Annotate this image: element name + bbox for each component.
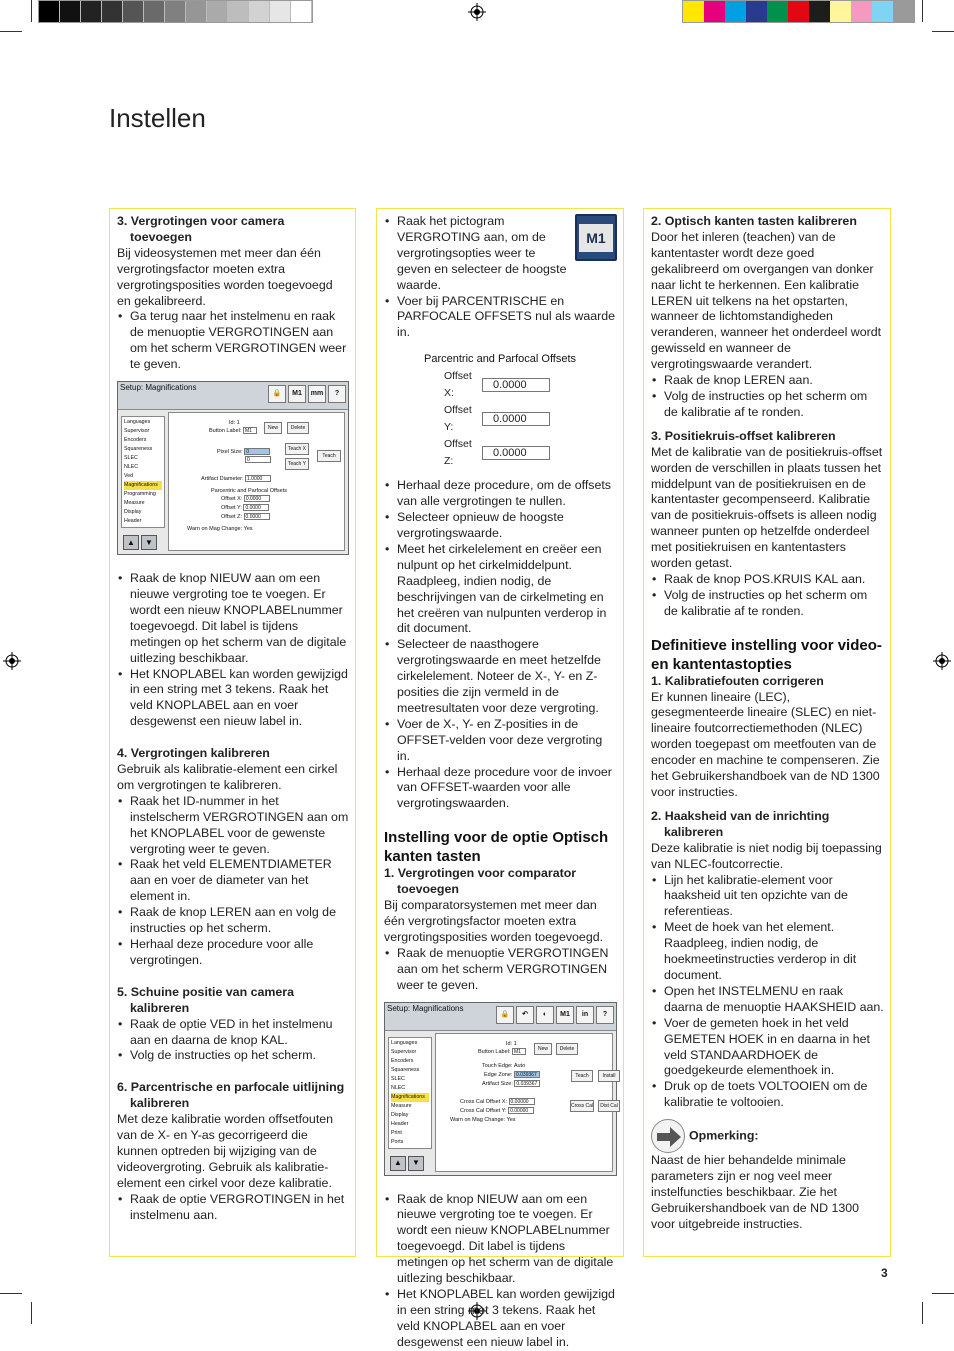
arrow-down-icon[interactable]: ▼ <box>408 1156 424 1171</box>
list-item: • Volg de instructies op het scherm om de kalibratie af te ronden. <box>651 389 884 421</box>
paragraph: Bij comparatorsystemen met meer dan één vergrotingsfactor moeten extra vergrotingsposities worden toegevoegd. <box>384 898 604 944</box>
setup-menu <box>388 1037 432 1149</box>
section-heading: 2. Haaksheid van de inrichting kalibreren <box>651 808 830 839</box>
warn-label: Warn on Mag Change: <box>450 1116 506 1123</box>
menu-item[interactable]: SLEC <box>124 455 138 462</box>
screen-title: Setup: Magnifications <box>387 1003 464 1013</box>
cross-cal-y-field[interactable]: 0.00000 <box>508 1107 534 1114</box>
undo-icon[interactable]: ↶ <box>516 1006 534 1024</box>
menu-item[interactable]: Ved <box>124 473 134 480</box>
color-bar <box>682 0 915 23</box>
bullet-list <box>117 794 349 969</box>
list-item: • Het KNOPLABEL kan worden gewijzigd in een string met 3 tekens. Raak het veld KNOPLABEL aan en voer desgewenst een nieuw label in. <box>117 667 349 731</box>
list-item: • Selecteer opnieuw de hoogste vergrotingswaarde. <box>384 510 617 542</box>
pixel-size-label: Pixel Size: <box>217 449 243 456</box>
list-item: • Raak de optie VED in het instelmenu aan en daarna de knop KAL. <box>117 1017 349 1049</box>
arrow-up-icon[interactable]: ▲ <box>123 535 139 550</box>
list-item: • Raak de optie VERGROTINGEN in het instelmenu aan. <box>117 1192 349 1224</box>
list-item: • Raak de knop LEREN aan en volg de instructies op het scherm. <box>117 905 349 937</box>
list-item: • Voer de X-, Y- en Z-posities in de OFFSET-velden voor deze vergroting in. <box>384 717 617 765</box>
list-item: • Raak het veld ELEMENTDIAMETER aan en voer de diameter van het element in. <box>117 857 349 905</box>
crop-mark <box>922 0 923 22</box>
column-2 <box>376 208 624 1349</box>
list-item: • Ga terug naar het instelmenu en raak de menuoptie VERGROTINGEN aan om het scherm VERGROTINGEN weer te geven. <box>117 309 349 373</box>
button-label-label: Button Label: <box>209 428 242 435</box>
id-label: Id: <box>229 420 236 427</box>
note-heading <box>651 1119 884 1153</box>
list-item: • Meet de hoek van het element. Raadpleeg, indien nodig, de hoekmeetinstructies verderop in dit document. <box>651 920 884 984</box>
dist-cal-button[interactable]: Dist Cal <box>598 1100 620 1112</box>
section-heading: 3. Positiekruis-offset kalibreren <box>651 428 836 443</box>
menu-item[interactable]: Measure <box>124 500 145 507</box>
cross-cal-x-field[interactable]: 0.00000 <box>509 1098 535 1105</box>
registration-mark-right-icon <box>933 652 951 670</box>
registration-mark-top-icon <box>468 3 486 21</box>
bullet-list <box>117 1192 349 1224</box>
help-button[interactable]: ? <box>328 385 346 403</box>
list-item: • Raak de knop NIEUW aan om een nieuwe vergroting toe te voegen. Er wordt een nieuw KNOPLABELnummer toegevoegd. Dit label is tijdens metingen op het scherm van de digitale uitlezing beschikbaar. <box>117 571 349 666</box>
edge-zone-field[interactable]: 0.039367 <box>514 1071 540 1078</box>
arrow-right-icon <box>651 1119 685 1153</box>
list-item: • Selecteer de naasthogere vergrotingswaarde en meet hetzelfde cirkelelement. Noteer de X-, Y- en Z-posities die zijn vermeld in de meetresultaten voor deze vergroting. <box>384 637 617 717</box>
units-button[interactable]: in <box>576 1006 594 1024</box>
list-item: • Het KNOPLABEL kan worden gewijzigd in een string met 3 tekens. Raak het veld KNOPLABEL aan en voer desgewenst een nieuw label in. <box>384 1287 617 1351</box>
lock-icon[interactable]: 🔒 <box>496 1006 514 1024</box>
list-item: • Raak de knop POS.KRUIS KAL aan. <box>651 572 884 588</box>
list-item: • Voer de gemeten hoek in het veld GEMETEN HOEK in en daarna in het veld STANDAARDHOEK de goedgekeurde elementhoek in. <box>651 1016 884 1080</box>
bullet-list <box>117 309 349 373</box>
offset-z-field[interactable]: 0.0000 <box>244 513 270 520</box>
menu-item[interactable]: SLEC <box>391 1075 405 1082</box>
menu-item[interactable]: Programming <box>124 491 156 498</box>
offset-y-field[interactable]: 0.0000 <box>243 504 269 511</box>
menu-item[interactable]: NLEC <box>124 464 139 471</box>
bullet-list <box>384 214 617 341</box>
menu-item[interactable]: Encoders <box>391 1057 414 1064</box>
menu-item[interactable]: Measure <box>391 1102 412 1109</box>
list-item: • Open het INSTELMENU en raak daarna de menuoptie HAAKSHEID aan. <box>651 984 884 1016</box>
bullet-list <box>384 478 617 812</box>
grayscale-bar <box>38 0 313 23</box>
setup-menu <box>121 416 165 528</box>
menu-item[interactable]: Display <box>391 1111 409 1118</box>
lock-icon[interactable]: 🔒 <box>268 385 286 403</box>
menu-item[interactable]: Encoders <box>124 437 147 444</box>
settings-pane <box>168 412 345 551</box>
section-heading: 2. Optisch kanten tasten kalibreren <box>651 214 857 228</box>
arrow-down-icon[interactable]: ▼ <box>141 535 157 550</box>
offset-z-field[interactable]: 0.0000 <box>482 446 550 460</box>
pixel-y-field[interactable]: 0 <box>245 456 271 463</box>
offset-z-label: Offset Z: <box>221 514 242 521</box>
menu-item[interactable]: Supervisor <box>124 428 150 435</box>
units-button[interactable]: mm <box>308 385 326 403</box>
section-heading: 3. Vergrotingen voor camera toevoegen <box>117 214 285 244</box>
warn-label: Warn on Mag Change: <box>187 526 243 533</box>
crop-mark <box>0 31 22 32</box>
crop-mark <box>31 1302 32 1324</box>
help-button[interactable]: ? <box>596 1006 614 1024</box>
bullet-list <box>117 1017 349 1065</box>
edge-zone-label: Edge Zone: <box>484 1071 513 1078</box>
menu-item-selected[interactable]: Magnifications <box>391 1093 429 1102</box>
settings-pane <box>435 1033 618 1172</box>
cross-cal-x-label: Cross Cal Offset X: <box>460 1098 507 1105</box>
menu-item[interactable]: Display <box>124 509 142 516</box>
install-button[interactable]: Install <box>598 1070 620 1082</box>
offsets-heading: Parcentric and Parfocal Offsets <box>211 488 288 495</box>
offset-y-label: Offset Y: <box>221 505 242 512</box>
contrast-icon[interactable]: ◐ <box>536 1006 554 1024</box>
list-item: • Raak het pictogram VERGROTING aan, om de vergrotingsopties weer te geven en selecteer de hoogste waarde. <box>384 214 617 294</box>
bullet-list <box>384 1192 617 1351</box>
delete-button[interactable]: Delete <box>556 1043 578 1055</box>
warn-value[interactable]: Yes <box>243 526 253 533</box>
list-item: • Meet het cirkelelement en creëer een nulpunt op het cirkelmiddelpunt. Raadpleeg, indien nodig, de beschrijvingen van de cirkelmeting en het creëren van nulpunten verderop in dit document. <box>384 542 617 637</box>
artifact-diameter-label: Artifact Diameter: <box>201 476 244 483</box>
menu-item[interactable]: Print <box>391 1129 402 1136</box>
list-item: • Herhaal deze procedure voor de invoer van OFFSET-waarden voor alle vergrotingswaarden. <box>384 765 617 813</box>
pixel-x-field[interactable]: 0 <box>244 448 270 455</box>
list-item: • Druk op de toets VOLTOOIEN om de kalibratie te voltooien. <box>651 1079 884 1111</box>
bullet-list <box>117 571 349 730</box>
new-button[interactable]: New <box>534 1043 552 1055</box>
offset-x-label: Offset X: <box>221 496 243 503</box>
offset-z-label: Offset Z: <box>444 438 472 468</box>
teach-button[interactable]: Teach <box>317 450 341 462</box>
teach-x-button[interactable]: Teach X <box>285 443 309 455</box>
list-item: • Volg de instructies op het scherm. <box>117 1048 349 1064</box>
id-value[interactable]: 1 <box>513 1040 517 1047</box>
cross-cal-y-label: Cross Cal Offset Y: <box>460 1107 507 1114</box>
list-item: • Herhaal deze procedure voor alle vergrotingen. <box>117 937 349 969</box>
offset-x-field[interactable]: 0.0000 <box>482 378 550 392</box>
offset-y-label: Offset Y: <box>444 404 472 434</box>
screenshot-magnifications-comparator <box>384 1002 617 1176</box>
note-text: Naast de hier behandelde minimale parameters zijn er nog veel meer instelfuncties beschikbaar. Zie het Gebruikershandboek van de ND 1300 voor uitgebreide instructies. <box>651 1153 860 1231</box>
artifact-diameter-field[interactable]: 1.0000 <box>245 475 271 482</box>
section-heading: 1. Vergrotingen voor comparator toevoegen <box>384 866 577 897</box>
menu-item[interactable]: Supervisor <box>391 1048 417 1055</box>
scroll-arrows <box>390 1156 424 1171</box>
section-title: Definitieve instelling voor video- en kantentastopties <box>651 636 882 673</box>
magnification-button[interactable]: M1 <box>556 1006 574 1024</box>
touch-edge-label: Touch Edge: <box>482 1062 513 1069</box>
teach-button[interactable]: Teach <box>571 1070 593 1082</box>
new-button[interactable]: New <box>264 422 282 434</box>
note-title: Opmerking: <box>689 1128 759 1143</box>
column-1 <box>109 208 356 1257</box>
offsets-panel <box>424 351 617 470</box>
titlebar <box>118 382 348 410</box>
section-heading: 1. Kalibratiefouten corrigeren <box>651 673 824 688</box>
teach-y-button[interactable]: Teach Y <box>285 458 309 470</box>
list-item: • Herhaal deze procedure, om de offsets van alle vergrotingen te nullen. <box>384 478 617 510</box>
menu-item-selected[interactable]: Magnifications <box>124 481 162 490</box>
id-value[interactable]: 1 <box>236 420 240 427</box>
page-number: 3 <box>881 1266 888 1280</box>
crop-mark <box>0 1293 22 1294</box>
offset-x-label: Offset X: <box>444 370 472 400</box>
crop-mark <box>31 0 32 22</box>
menu-item[interactable]: Squareness <box>391 1066 420 1073</box>
offset-y-field[interactable]: 0.0000 <box>482 412 550 426</box>
page-title: Instellen <box>109 103 206 133</box>
paragraph: Gebruik als kalibratie-element een cirkel om vergrotingen te kalibreren. <box>117 762 338 792</box>
touch-edge-value[interactable]: Auto <box>513 1062 526 1069</box>
menu-item[interactable]: Languages <box>124 419 151 426</box>
toolbar <box>496 1006 614 1024</box>
crop-mark <box>922 1302 923 1324</box>
menu-item[interactable]: Languages <box>391 1039 418 1046</box>
crop-mark <box>932 31 954 32</box>
menu-item[interactable]: Ports <box>391 1138 404 1145</box>
offset-x-field[interactable]: 0.0000 <box>244 495 270 502</box>
section-heading: 5. Schuine positie van camera kalibreren <box>117 984 294 1015</box>
crop-mark <box>932 1293 954 1294</box>
section-title: Instelling voor de optie Optisch kanten tasten <box>384 829 609 866</box>
delete-button[interactable]: Delete <box>287 422 309 434</box>
screen-title: Setup: Magnifications <box>120 383 197 393</box>
magnification-button[interactable]: M1 <box>288 385 306 403</box>
bullet-list <box>651 873 884 1112</box>
artifact-size-label: Artifact Size: <box>482 1080 513 1087</box>
paragraph: Met de kalibratie van de positiekruis-offset worden de verschillen in plaats tussen het middelpunt van de positiekruisen en de kantentaster gecompenseerd. Kalibratie van de positiekruis-offsets is alleen nodig wanneer punten op hetzelfde onderdeel met positiekruisen en kantentasters worden getast. <box>651 444 883 571</box>
paragraph: Deze kalibratie is niet nodig bij toepassing van NLEC-foutcorrectie. <box>651 840 882 871</box>
titlebar <box>385 1003 616 1031</box>
id-label: Id: <box>506 1040 513 1047</box>
button-label-field[interactable]: M1 <box>512 1048 526 1055</box>
artifact-size-field[interactable]: 0.039367 <box>514 1080 540 1087</box>
list-item: • Volg de instructies op het scherm om de kalibratie af te ronden. <box>651 588 884 620</box>
list-item: • Lijn het kalibratie-element voor haaksheid uit ten opzichte van de referentieas. <box>651 873 884 921</box>
scroll-arrows <box>123 535 157 550</box>
column-3 <box>643 208 891 1257</box>
registration-mark-left-icon <box>3 652 21 670</box>
cross-cal-button[interactable]: Cross Cal <box>570 1100 594 1112</box>
list-item: • Raak de knop LEREN aan. <box>651 373 884 389</box>
list-item: • Raak het ID-nummer in het instelscherm VERGROTINGEN aan om het KNOPLABEL voor de gewenste vergroting weer te geven. <box>117 794 349 858</box>
toolbar <box>268 385 346 403</box>
button-label-field[interactable]: M1 <box>243 427 257 434</box>
paragraph: Er kunnen lineaire (LEC), gesegmenteerde lineaire (SLEC) en niet-lineaire foutcorrectiemethoden (NLEC) worden toegepast om meetfouten van de encoder en machine te compenseren. Zie het Gebruikershandboek van de ND 1300 voor instructies. <box>651 689 880 799</box>
button-label-label: Button Label: <box>478 1048 511 1055</box>
paragraph: Bij videosystemen met meer dan één vergrotingsfactor moeten extra vergrotingsposities worden toegevoegd en gekalibreerd. <box>117 245 333 308</box>
menu-item[interactable]: Header <box>391 1120 409 1127</box>
paragraph: Met deze kalibratie worden offsetfouten van de X- en Y-as gecorrigeerd die kunnen optreden bij wijziging van de videovergroting. Gebruik als kalibratie-element een cirkel voor deze kalibratie. <box>117 1112 334 1190</box>
bullet-list <box>651 572 884 620</box>
section-heading: 4. Vergrotingen kalibreren <box>117 746 270 761</box>
menu-item[interactable]: Header <box>124 518 142 525</box>
bullet-list <box>384 946 617 994</box>
list-item: • Raak de menuoptie VERGROTINGEN aan om het scherm VERGROTINGEN weer te geven. <box>384 946 617 994</box>
offsets-title: Parcentric and Parfocal Offsets <box>424 353 577 366</box>
magnification-icon-label: M1 <box>579 224 613 252</box>
arrow-up-icon[interactable]: ▲ <box>390 1156 406 1171</box>
list-item: • Voer bij PARCENTRISCHE en PARFOCALE OFFSETS nul als waarde in. <box>384 294 617 342</box>
menu-item[interactable]: NLEC <box>391 1084 406 1091</box>
warn-value[interactable]: Yes <box>506 1116 516 1123</box>
menu-item[interactable]: Squareness <box>124 446 153 453</box>
section-heading: 6. Parcentrische en parfocale uitlijning kalibreren <box>117 1080 345 1111</box>
list-item: • Raak de knop NIEUW aan om een nieuwe vergroting toe te voegen. Er wordt een nieuw KNOPLABELnummer toegevoegd. Dit label is tijdens metingen op het scherm van de digitale uitlezing beschikbaar. <box>384 1192 617 1287</box>
screenshot-magnifications-video <box>117 381 349 555</box>
paragraph: Door het inleren (teachen) van de kantentaster wordt deze goed gekalibreerd om overgangen van donker naar licht te herkennen. Een kalibratie LEREN uit telkens na het opstarten, wanneer de lichtomstandigheden veranderen, wanneer het onderdeel wordt gewisseld en wanneer de vergrotingswaarde verandert. <box>651 229 882 372</box>
bullet-list <box>651 373 884 421</box>
